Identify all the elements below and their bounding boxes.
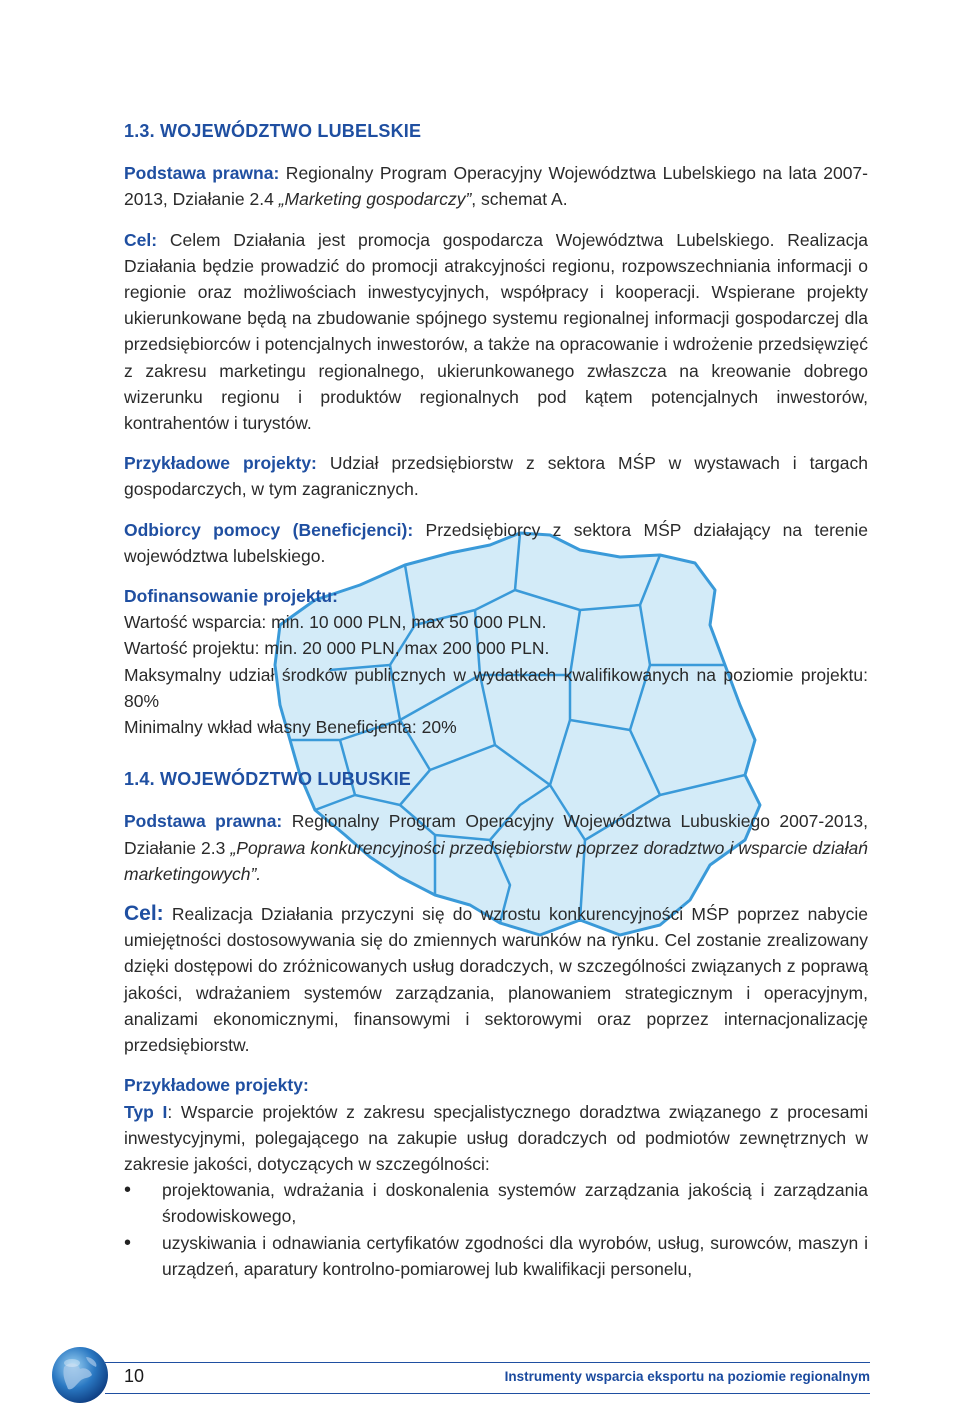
list-item: • projektowania, wdrażania i doskonalenia systemów zarządzania jakością i zarządzania środowiskowego,: [124, 1177, 868, 1229]
globe-icon: [50, 1345, 110, 1405]
legal-basis-action-name: „Poprawa konkurencyjności przedsiębiorstw poprzez doradztwo i wsparcie działań marketingowych”.: [124, 837, 868, 884]
funding-line: Wartość projektu: min. 20 000 PLN, max 200 000 PLN.: [124, 638, 550, 659]
goal-paragraph: [124, 227, 868, 437]
legal-basis-action-name: „Marketing gospodarczy”: [278, 189, 472, 210]
running-title: Instrumenty wsparcia eksportu na poziomie regionalnym: [504, 1369, 870, 1384]
type-label: Typ I: [124, 1101, 168, 1122]
legal-basis-label: Podstawa prawna:: [124, 163, 280, 184]
legal-basis-label: Podstawa prawna:: [124, 811, 283, 832]
page-number: 10: [124, 1366, 145, 1386]
funding-line: Minimalny wkład własny Beneficjenta: 20%: [124, 717, 457, 738]
goal-text: Celem Działania jest promocja gospodarcza Województwa Lubelskiego. Realizacja Działania będzie prowadzić do promocji atrakcyjności regionu, rozpowszechniania informacji o regionie oraz możliwościach inwestycyjnych, współpracy i kooperacji. Wspierane projekty ukierunkowane będą na zbudowanie spójnego systemu regionalnej informacji gospodarczej dla przedsiębiorców i potencjalnych inwestorów, a także na opracowanie i wdrożenie przedsięwzięć z zakresu marketingu regionalnego, ukierunkowanego zwłaszcza na kreowanie dobrego wizerunku regionu i produktów regionalnych pod kątem potencjalnych inwestorów, kontrahentów i turystów.: [124, 229, 868, 434]
funding-line: Wartość wsparcia: min. 10 000 PLN, max 50 000 PLN.: [124, 612, 547, 633]
example-projects-label: Przykładowe projekty:: [124, 453, 317, 474]
beneficiaries-label: Odbiorcy pomocy (Beneficjenci):: [124, 519, 414, 540]
page-footer: [0, 1362, 960, 1392]
section-heading-lubelskie: 1.3. WOJEWÓDZTWO LUBELSKIE: [124, 121, 422, 141]
legal-basis-text-end: , schemat A.: [471, 189, 568, 210]
example-projects-paragraph: [124, 1072, 868, 1177]
goal-label: Cel:: [124, 229, 158, 250]
example-projects-paragraph: [124, 450, 868, 502]
funding-line: Maksymalny udział środków publicznych w wydatkach kwalifikowanych na poziomie projektu: 80%: [124, 664, 868, 711]
goal-text: Realizacja Działania przyczyni się do wzrostu konkurencyjności MŚP poprzez nabycie umiejętności dostosowywania się do zmiennych warunków na rynku. Cel zostanie zrealizowany dzięki dostępowi do zróżnicowanych usług doradczych, w szczególności związanych z poprawą jakości, wdrażaniem systemów zarządzania, planowaniem strategicznym i operacyjnym, analizami ekonomicznymi, finansowymi i sektorowymi oraz poprzez internacjonalizację przedsiębiorstw.: [124, 904, 868, 1056]
list-item: • uzyskiwania i odnawiania certyfikatów zgodności dla wyrobów, usług, surowców, maszyn i urządzeń, aparatury kontrolno-pomiarowej lub kwalifikacji personelu,: [124, 1230, 868, 1282]
funding-label: Dofinansowanie projektu:: [124, 586, 338, 607]
legal-basis-text: Regionalny Program Operacyjny Województwa Lubelskiego na lata 2007-2013, Działanie 2.4: [124, 163, 868, 210]
example-projects-text: Udział przedsiębiorstw z sektora MŚP w wystawach i targach gospodarczych, w tym zagranicznych.: [124, 453, 868, 500]
criteria-list: [124, 1177, 868, 1282]
legal-basis-text: Regionalny Program Operacyjny Województwa Lubuskiego 2007-2013, Działanie 2.3: [124, 811, 868, 858]
legal-basis-paragraph: [124, 808, 868, 887]
funding-paragraph: [124, 583, 868, 740]
goal-label: Cel:: [124, 902, 164, 926]
legal-basis-paragraph: [124, 160, 868, 212]
example-projects-label: Przykładowe projekty:: [124, 1075, 309, 1096]
page-content: [124, 118, 868, 1282]
beneficiaries-text: Przedsiębiorcy z sektora MŚP działający na terenie województwa lubelskiego.: [124, 519, 868, 566]
goal-paragraph: [124, 901, 868, 1058]
type-text: : Wsparcie projektów z zakresu specjalistycznego doradztwa związanego z procesami inwestycyjnymi, polegającego na zakupie usług doradczych od podmiotów zewnętrznych w zakresie jakości, dotyczących w szczególności:: [124, 1101, 868, 1174]
beneficiaries-paragraph: [124, 517, 868, 569]
section-heading-lubuskie: 1.4. WOJEWÓDZTWO LUBUSKIE: [124, 769, 412, 790]
